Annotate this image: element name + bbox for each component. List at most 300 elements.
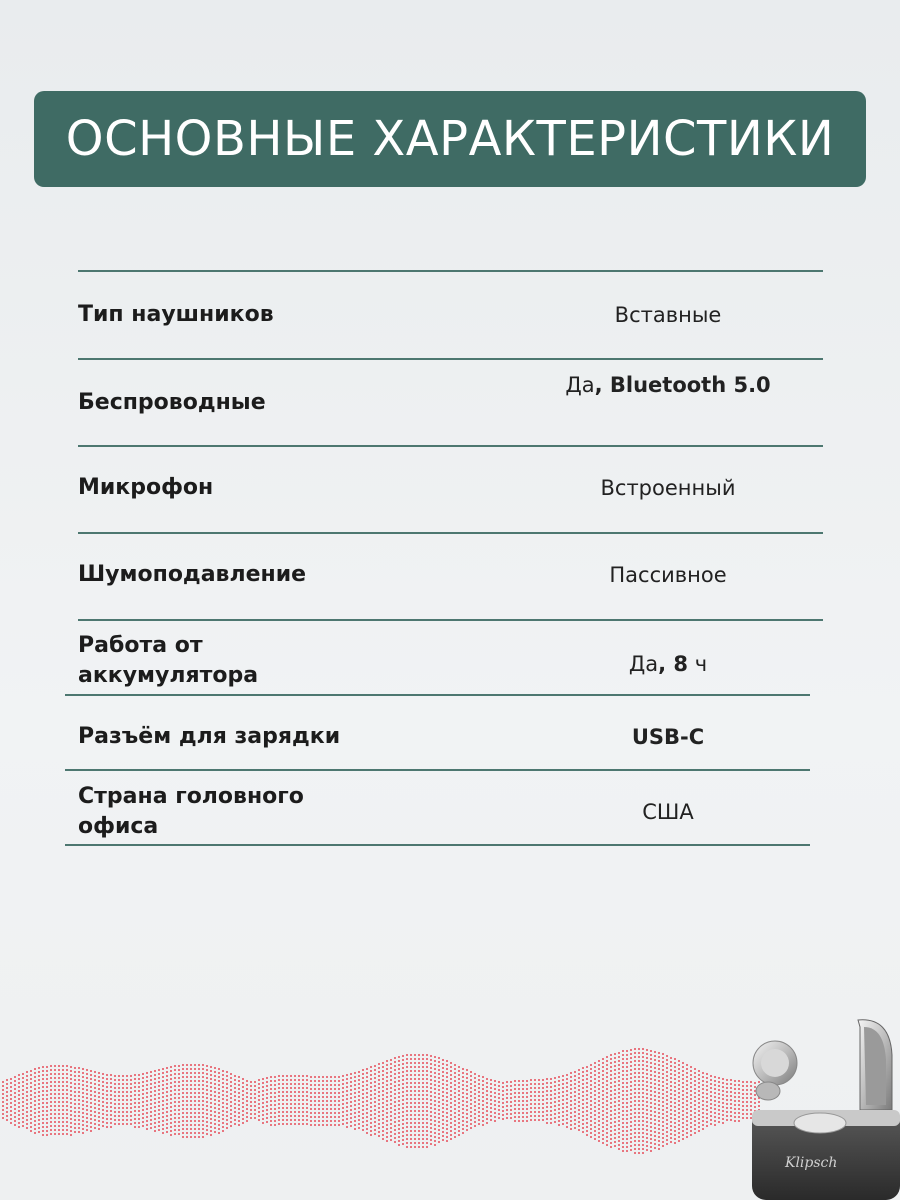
wave-dot [94, 1115, 96, 1117]
wave-dot [374, 1129, 376, 1131]
wave-dot [618, 1124, 620, 1126]
wave-dot [594, 1134, 596, 1136]
wave-dot [526, 1084, 528, 1086]
wave-dot [606, 1072, 608, 1074]
wave-dot [78, 1115, 80, 1117]
wave-dot [310, 1108, 312, 1110]
wave-dot [442, 1135, 444, 1137]
wave-dot [414, 1086, 416, 1088]
wave-dot [18, 1074, 20, 1076]
wave-dot [70, 1102, 72, 1104]
wave-dot [470, 1115, 472, 1117]
wave-dot [62, 1113, 64, 1115]
wave-dot [42, 1098, 44, 1100]
wave-dot [682, 1074, 684, 1076]
wave-dot [606, 1116, 608, 1118]
wave-dot [622, 1134, 624, 1136]
wave-dot [206, 1109, 208, 1111]
wave-dot [606, 1096, 608, 1098]
wave-dot [430, 1103, 432, 1105]
wave-dot [626, 1110, 628, 1112]
wave-dot [654, 1147, 656, 1149]
wave-dot [702, 1108, 704, 1110]
wave-dot [6, 1095, 8, 1097]
wave-dot [430, 1087, 432, 1089]
wave-dot [534, 1115, 536, 1117]
wave-dot [194, 1124, 196, 1126]
wave-dot [78, 1079, 80, 1081]
wave-dot [414, 1126, 416, 1128]
wave-dot [598, 1060, 600, 1062]
wave-dot [246, 1096, 248, 1098]
wave-dot [646, 1049, 648, 1051]
wave-dot [34, 1104, 36, 1106]
wave-dot [34, 1096, 36, 1098]
wave-dot [650, 1050, 652, 1052]
wave-dot [14, 1096, 16, 1098]
wave-dot [398, 1104, 400, 1106]
wave-dot [434, 1096, 436, 1098]
wave-dot [618, 1132, 620, 1134]
wave-dot [294, 1087, 296, 1089]
wave-dot [282, 1103, 284, 1105]
wave-dot [682, 1062, 684, 1064]
wave-dot [646, 1101, 648, 1103]
wave-dot [642, 1140, 644, 1142]
wave-dot [618, 1080, 620, 1082]
wave-dot [186, 1084, 188, 1086]
wave-dot [558, 1100, 560, 1102]
wave-dot [610, 1090, 612, 1092]
wave-dot [566, 1090, 568, 1092]
wave-dot [162, 1088, 164, 1090]
wave-dot [350, 1093, 352, 1095]
wave-dot [638, 1048, 640, 1050]
wave-dot [610, 1126, 612, 1128]
wave-dot [410, 1110, 412, 1112]
wave-dot [10, 1086, 12, 1088]
spec-label: Шумоподавление [78, 562, 307, 587]
wave-dot [514, 1104, 516, 1106]
wave-dot [346, 1110, 348, 1112]
wave-dot [642, 1056, 644, 1058]
wave-dot [326, 1104, 328, 1106]
wave-dot [618, 1144, 620, 1146]
wave-dot [410, 1054, 412, 1056]
wave-dot [350, 1105, 352, 1107]
wave-dot [382, 1118, 384, 1120]
wave-dot [610, 1146, 612, 1148]
wave-dot [386, 1104, 388, 1106]
wave-dot [294, 1083, 296, 1085]
wave-dot [546, 1082, 548, 1084]
wave-dot [582, 1079, 584, 1081]
wave-dot [302, 1107, 304, 1109]
wave-dot [442, 1119, 444, 1121]
wave-dot [442, 1107, 444, 1109]
wave-dot [346, 1094, 348, 1096]
wave-dot [246, 1100, 248, 1102]
wave-dot [470, 1107, 472, 1109]
wave-dot [118, 1115, 120, 1117]
wave-dot [82, 1124, 84, 1126]
spec-value [558, 649, 778, 679]
wave-dot [510, 1085, 512, 1087]
wave-dot [178, 1081, 180, 1083]
wave-dot [598, 1128, 600, 1130]
wave-dot [134, 1126, 136, 1128]
wave-dot [522, 1080, 524, 1082]
wave-dot [634, 1060, 636, 1062]
wave-dot [210, 1126, 212, 1128]
wave-dot [218, 1112, 220, 1114]
wave-dot [218, 1132, 220, 1134]
wave-dot [422, 1138, 424, 1140]
wave-dot [482, 1088, 484, 1090]
wave-dot [190, 1104, 192, 1106]
wave-dot [194, 1064, 196, 1066]
wave-dot [570, 1096, 572, 1098]
wave-dot [102, 1097, 104, 1099]
wave-dot [642, 1152, 644, 1154]
wave-dot [218, 1108, 220, 1110]
wave-dot [110, 1114, 112, 1116]
wave-dot [466, 1069, 468, 1071]
wave-dot [390, 1107, 392, 1109]
wave-dot [398, 1136, 400, 1138]
wave-dot [406, 1134, 408, 1136]
wave-dot [522, 1088, 524, 1090]
wave-dot [418, 1146, 420, 1148]
wave-dot [302, 1091, 304, 1093]
wave-dot [570, 1112, 572, 1114]
wave-dot [366, 1092, 368, 1094]
wave-dot [158, 1101, 160, 1103]
wave-dot [406, 1102, 408, 1104]
wave-dot [42, 1090, 44, 1092]
wave-dot [318, 1088, 320, 1090]
wave-dot [298, 1079, 300, 1081]
wave-dot [342, 1119, 344, 1121]
wave-dot [298, 1075, 300, 1077]
wave-dot [370, 1086, 372, 1088]
wave-dot [382, 1130, 384, 1132]
wave-dot [214, 1111, 216, 1113]
wave-dot [122, 1095, 124, 1097]
wave-dot [566, 1122, 568, 1124]
wave-dot [714, 1112, 716, 1114]
wave-dot [362, 1125, 364, 1127]
wave-dot [538, 1099, 540, 1101]
wave-dot [438, 1121, 440, 1123]
wave-dot [622, 1122, 624, 1124]
wave-dot [602, 1086, 604, 1088]
wave-dot [486, 1098, 488, 1100]
wave-dot [58, 1097, 60, 1099]
wave-dot [306, 1083, 308, 1085]
wave-dot [626, 1098, 628, 1100]
wave-dot [714, 1088, 716, 1090]
wave-dot [314, 1092, 316, 1094]
wave-dot [330, 1088, 332, 1090]
wave-dot [626, 1094, 628, 1096]
wave-dot [226, 1087, 228, 1089]
wave-dot [326, 1116, 328, 1118]
wave-dot [370, 1082, 372, 1084]
wave-dot [310, 1080, 312, 1082]
wave-dot [418, 1106, 420, 1108]
wave-dot [54, 1125, 56, 1127]
wave-dot [694, 1100, 696, 1102]
wave-dot [70, 1110, 72, 1112]
wave-dot [526, 1120, 528, 1122]
wave-dot [402, 1067, 404, 1069]
wave-dot [42, 1102, 44, 1104]
wave-dot [226, 1127, 228, 1129]
wave-dot [146, 1100, 148, 1102]
wave-dot [534, 1095, 536, 1097]
wave-dot [370, 1066, 372, 1068]
wave-dot [370, 1074, 372, 1076]
wave-dot [450, 1134, 452, 1136]
wave-dot [578, 1073, 580, 1075]
wave-dot [42, 1118, 44, 1120]
wave-dot [406, 1070, 408, 1072]
wave-dot [302, 1115, 304, 1117]
wave-dot [378, 1091, 380, 1093]
wave-dot [34, 1124, 36, 1126]
wave-dot [662, 1073, 664, 1075]
wave-dot [682, 1130, 684, 1132]
wave-dot [262, 1098, 264, 1100]
wave-dot [718, 1089, 720, 1091]
wave-dot [698, 1122, 700, 1124]
wave-dot [126, 1079, 128, 1081]
wave-dot [2, 1093, 4, 1095]
wave-dot [258, 1079, 260, 1081]
wave-dot [642, 1148, 644, 1150]
wave-dot [214, 1131, 216, 1133]
wave-dot [630, 1069, 632, 1071]
wave-dot [286, 1079, 288, 1081]
wave-dot [262, 1118, 264, 1120]
wave-dot [674, 1078, 676, 1080]
wave-dot [150, 1083, 152, 1085]
wave-dot [634, 1132, 636, 1134]
wave-dot [414, 1102, 416, 1104]
wave-dot [374, 1121, 376, 1123]
wave-dot [38, 1123, 40, 1125]
wave-dot [718, 1105, 720, 1107]
wave-dot [430, 1107, 432, 1109]
wave-dot [2, 1081, 4, 1083]
wave-dot [718, 1117, 720, 1119]
wave-dot [514, 1108, 516, 1110]
wave-dot [370, 1118, 372, 1120]
wave-dot [570, 1100, 572, 1102]
wave-dot [230, 1093, 232, 1095]
wave-dot [282, 1083, 284, 1085]
wave-dot [422, 1130, 424, 1132]
wave-dot [122, 1091, 124, 1093]
wave-dot [686, 1136, 688, 1138]
wave-dot [614, 1097, 616, 1099]
wave-dot [182, 1100, 184, 1102]
wave-dot [474, 1121, 476, 1123]
wave-dot [10, 1110, 12, 1112]
wave-dot [322, 1116, 324, 1118]
wave-dot [202, 1104, 204, 1106]
wave-dot [230, 1121, 232, 1123]
wave-dot [382, 1082, 384, 1084]
wave-dot [230, 1101, 232, 1103]
wave-dot [366, 1128, 368, 1130]
wave-dot [454, 1108, 456, 1110]
wave-dot [458, 1066, 460, 1068]
spec-label [78, 631, 368, 691]
wave-dot [594, 1118, 596, 1120]
wave-dot [290, 1075, 292, 1077]
wave-dot [662, 1097, 664, 1099]
wave-dot [214, 1123, 216, 1125]
wave-dot [678, 1076, 680, 1078]
wave-dot [282, 1079, 284, 1081]
wave-dot [658, 1096, 660, 1098]
wave-dot [378, 1107, 380, 1109]
wave-dot [178, 1109, 180, 1111]
wave-dot [370, 1106, 372, 1108]
wave-dot [394, 1097, 396, 1099]
wave-dot [182, 1104, 184, 1106]
wave-dot [70, 1094, 72, 1096]
wave-dot [150, 1103, 152, 1105]
wave-dot [178, 1101, 180, 1103]
wave-dot [414, 1066, 416, 1068]
wave-dot [470, 1071, 472, 1073]
wave-dot [170, 1114, 172, 1116]
wave-dot [170, 1094, 172, 1096]
wave-dot [574, 1091, 576, 1093]
wave-dot [426, 1130, 428, 1132]
divider [78, 619, 823, 621]
wave-dot [134, 1114, 136, 1116]
wave-dot [314, 1080, 316, 1082]
wave-dot [138, 1118, 140, 1120]
wave-dot [666, 1055, 668, 1057]
wave-dot [690, 1110, 692, 1112]
wave-dot [578, 1117, 580, 1119]
wave-dot [490, 1103, 492, 1105]
wave-dot [38, 1075, 40, 1077]
wave-dot [390, 1135, 392, 1137]
wave-dot [354, 1120, 356, 1122]
wave-dot [426, 1078, 428, 1080]
wave-dot [422, 1102, 424, 1104]
wave-dot [410, 1078, 412, 1080]
wave-dot [594, 1070, 596, 1072]
wave-dot [598, 1104, 600, 1106]
wave-dot [422, 1110, 424, 1112]
wave-dot [602, 1138, 604, 1140]
wave-dot [142, 1121, 144, 1123]
wave-dot [606, 1136, 608, 1138]
wave-dot [514, 1120, 516, 1122]
wave-dot [174, 1089, 176, 1091]
wave-dot [418, 1082, 420, 1084]
wave-dot [222, 1126, 224, 1128]
wave-dot [178, 1125, 180, 1127]
wave-dot [434, 1112, 436, 1114]
wave-dot [150, 1095, 152, 1097]
wave-dot [674, 1098, 676, 1100]
wave-dot [90, 1110, 92, 1112]
wave-dot [42, 1130, 44, 1132]
wave-dot [198, 1128, 200, 1130]
wave-dot [342, 1095, 344, 1097]
wave-dot [706, 1093, 708, 1095]
wave-dot [194, 1132, 196, 1134]
wave-dot [94, 1107, 96, 1109]
wave-dot [506, 1105, 508, 1107]
wave-dot [462, 1080, 464, 1082]
wave-dot [230, 1073, 232, 1075]
wave-dot [470, 1127, 472, 1129]
wave-dot [162, 1104, 164, 1106]
wave-dot [86, 1113, 88, 1115]
wave-dot [578, 1085, 580, 1087]
wave-dot [354, 1116, 356, 1118]
wave-dot [662, 1145, 664, 1147]
wave-dot [310, 1076, 312, 1078]
wave-dot [102, 1117, 104, 1119]
wave-dot [342, 1091, 344, 1093]
wave-dot [570, 1084, 572, 1086]
wave-dot [198, 1088, 200, 1090]
wave-dot [642, 1084, 644, 1086]
wave-dot [126, 1111, 128, 1113]
wave-dot [306, 1087, 308, 1089]
wave-dot [158, 1085, 160, 1087]
wave-dot [134, 1110, 136, 1112]
wave-dot [146, 1084, 148, 1086]
wave-dot [510, 1109, 512, 1111]
wave-dot [238, 1080, 240, 1082]
wave-dot [614, 1117, 616, 1119]
wave-dot [634, 1064, 636, 1066]
wave-dot [674, 1074, 676, 1076]
wave-dot [622, 1050, 624, 1052]
wave-dot [646, 1081, 648, 1083]
wave-dot [46, 1126, 48, 1128]
wave-dot [166, 1091, 168, 1093]
wave-dot [614, 1073, 616, 1075]
wave-dot [138, 1082, 140, 1084]
wave-dot [630, 1105, 632, 1107]
wave-dot [170, 1070, 172, 1072]
wave-dot [362, 1101, 364, 1103]
wave-dot [198, 1136, 200, 1138]
wave-dot [374, 1073, 376, 1075]
wave-dot [278, 1091, 280, 1093]
wave-dot [134, 1094, 136, 1096]
wave-dot [54, 1133, 56, 1135]
wave-dot [22, 1105, 24, 1107]
wave-dot [410, 1114, 412, 1116]
wave-dot [50, 1121, 52, 1123]
wave-dot [694, 1088, 696, 1090]
wave-dot [62, 1081, 64, 1083]
wave-dot [730, 1119, 732, 1121]
